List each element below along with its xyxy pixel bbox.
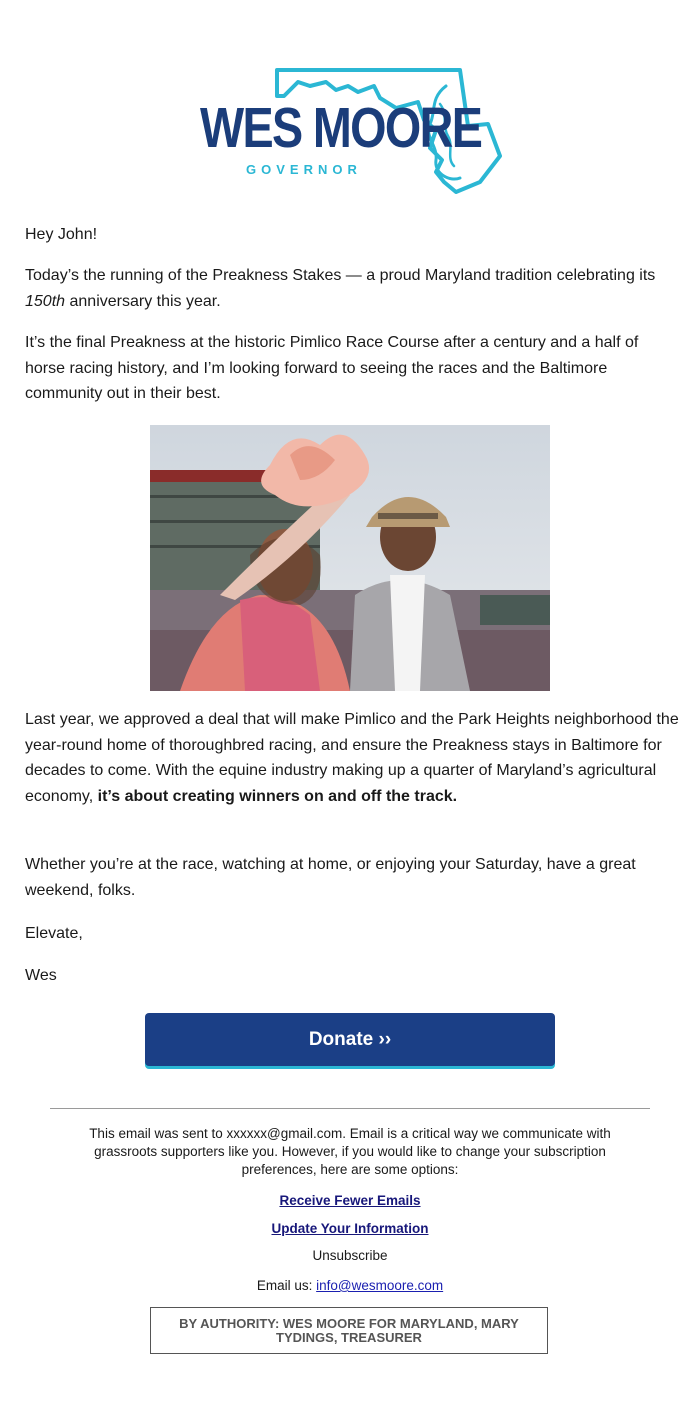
email-us-label: Email us:	[256, 1278, 317, 1293]
closing-text: Elevate,	[25, 925, 83, 942]
authority-disclaimer	[150, 1307, 548, 1354]
donate-button[interactable]: Donate ››	[145, 1013, 555, 1066]
para1-emphasis: 150th	[25, 292, 66, 310]
authority-text: BY AUTHORITY: WES MOORE FOR MARYLAND, MARY TYDINGS, TREASURER	[179, 1315, 519, 1345]
signature-text: Wes	[25, 967, 57, 984]
email-us-row	[70, 1277, 630, 1295]
racecourse-photo	[150, 425, 550, 691]
update-information-link[interactable]: Update Your Information	[271, 1221, 429, 1236]
para2-text: It’s the final Preakness at the historic Pimlico Race Course after a century and a half of horse racing history, and I’m looking forward to seeing the races and the Baltimore community out in their best.	[25, 334, 639, 402]
para4-text: Whether you’re at the race, watching at home, or enjoying your Saturday, have a great weekend, folks.	[25, 856, 636, 899]
para3-text: Last year, we approved a deal that will make Pimlico and the Park Heights neighborhood the year-round home of thoroughbred racing, and ensure the Preakness stays in Baltimore for decades to come. With the equine industry making up a quarter of Maryland’s agricultural economy,	[25, 711, 679, 805]
update-info-row	[70, 1220, 630, 1238]
paragraph-3	[25, 707, 680, 809]
signature	[25, 963, 680, 989]
logo-subtitle: GOVERNOR	[246, 162, 362, 177]
greeting-text: Hey John!	[25, 226, 98, 243]
fewer-emails-row	[70, 1192, 630, 1210]
photo-couple-at-racecourse-icon	[150, 425, 550, 691]
unsubscribe-link[interactable]: Unsubscribe	[312, 1248, 388, 1263]
para1-text-end: anniversary this year.	[65, 292, 221, 310]
footer-divider	[50, 1108, 650, 1109]
paragraph-2	[25, 330, 680, 407]
para1-text: Today’s the running of the Preakness Stakes — a proud Maryland tradition celebrating its	[25, 267, 656, 284]
closing	[25, 921, 680, 947]
wes-moore-logo	[198, 64, 502, 194]
email-link[interactable]: info@wesmoore.com	[316, 1278, 444, 1293]
paragraph-4	[25, 852, 680, 903]
paragraph-1	[25, 263, 680, 314]
greeting	[25, 222, 680, 248]
receive-fewer-emails-link[interactable]: Receive Fewer Emails	[279, 1193, 421, 1208]
logo-name: WES MOORE	[200, 96, 482, 160]
para3-bold: it’s about creating winners on and off the track.	[97, 787, 458, 805]
footer-notice: This email was sent to xxxxxx@gmail.com. Email is a critical way we communicate with grassroots supporters like you. However, if you would like to change your subscription preferences, here are some options:	[89, 1126, 611, 1177]
